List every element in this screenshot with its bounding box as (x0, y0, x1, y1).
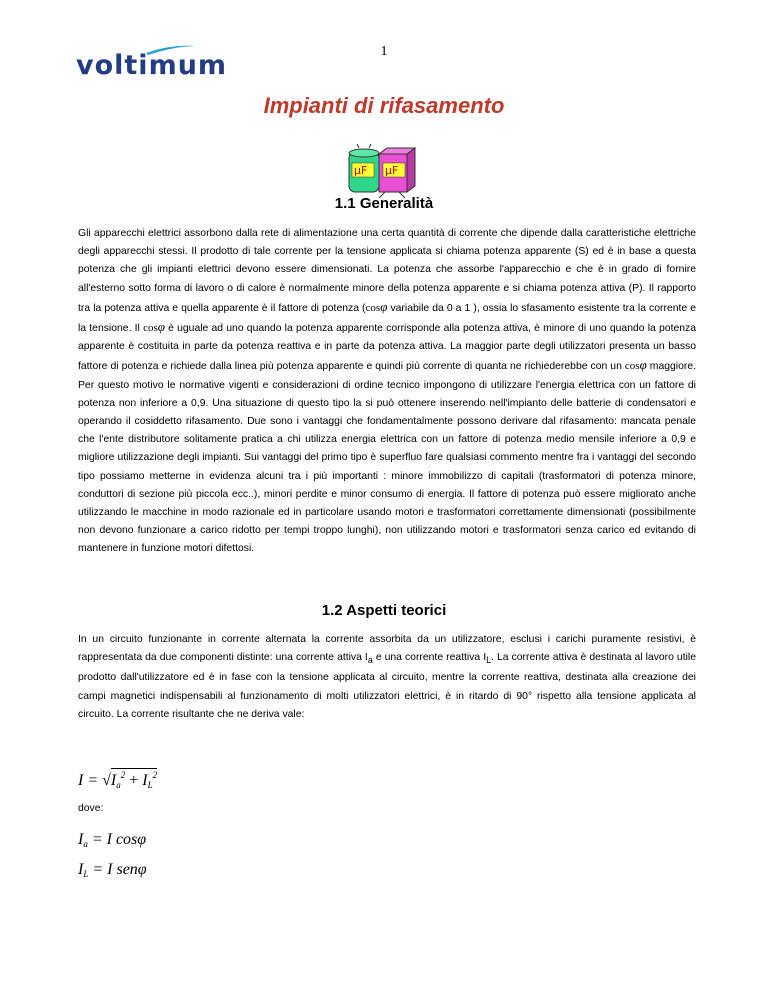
formula-active-current (78, 831, 146, 849)
text-segment: Gli apparecchi elettrici assorbono dalla rete di alimentazione una certa quantità di corrente che dipende dalla caratteristiche elettriche degli apparecchi stessi. Il prodotto di tale corrente per la tensione applicata si chiama potenza apparente (S) ed è in base a questa potenza che gli impianti elettrici devono essere dimensionati. La potenza che assorbe l'apparecchio e che è in grado di fornire all'esterno sotto forma di lavoro o di calore è normalmente minore della potenza apparente e si chiama potenza attiva (P). Il rapporto tra la potenza attiva e quella apparente è il fattore di potenza ( (78, 228, 696, 314)
formula-sub-l: L (83, 869, 89, 879)
phi-symbol: φ (157, 319, 165, 335)
dove-label: dove: (78, 803, 104, 814)
formula-rhs: = I sen (88, 861, 138, 878)
formula-lhs: I (78, 831, 84, 848)
formula-sub-a: a (116, 780, 121, 790)
formula-lhs: I (78, 861, 84, 878)
phi-symbol: φ (380, 298, 388, 314)
text-segment: maggiore. Per questo motivo le normative vigenti e considerazioni di ordine tecnico impongono di utilizzare l'energia elettrica con un fattore di potenza non inferiore a 0,9. Una situazione di questo tipo la si può ottenere inserendo nell'impianto delle batterie di condensatori e operando il cosiddetto rifasamento. Due sono i vantaggi che fondamentalmente possono derivare dal rifasamento: mancata penale che l'ente distributore solitamente pratica a chi utilizza energia elettrica con un fattore di potenza medio mensile inferiore a 0,9 e migliore utilizzazione degli impianti. Sui vantaggi del primo tipo è superfluo fare qualsiasi commento mentre fra i vantaggi del secondo tipo possiamo metterne in evidenza alcuni tra i più importanti : minore immobilizzo di capitali (trasformatori di potenza minore, conduttori di sezione più piccola ecc..), minori perdite e minor consumo di energia. Il fattore di potenza può essere migliorato anche utilizzando le macchine in modo razionale ed in particolare usando motori e trasformatori correttamente dimensionati (possibilmente non devono funzionare a carico ridotto per tempi troppo lunghi), non utilizzando motori e trasformatori senza carico ed evitando di mantenere in funzione motori difettosi. (78, 361, 696, 555)
formula-square: 2 (152, 770, 158, 780)
formula-sub-l: L (147, 780, 153, 790)
subscript-a: a (367, 655, 373, 666)
section-heading-generalita: 1.1 Generalità (334, 195, 434, 212)
page-number: 1 (380, 44, 388, 59)
logo-text: voltimum (76, 50, 228, 81)
text-segment: è uguale ad uno quando la potenza apparente corrisponde alla potenza attiva, è minore di uno quando la potenza apparente è costituita in parte da potenza reattiva e in parte da potenza attiva. La maggior parte degli utilizzatori presenta un basso fattore di potenza e richiede dalla linea più potenza apparente e quindi più corrente di quanta ne richiederebbe con un (78, 323, 696, 373)
formula-plus: + (125, 772, 143, 789)
icon-label-2: µF (385, 164, 399, 177)
cos-symbol: cos (624, 360, 640, 373)
text-segment: variabile da 0 a 1 ), ossia lo sfasamento esistente tra la corrente e la tensione. Il (78, 302, 697, 335)
cos-symbol: cos (143, 322, 158, 335)
subscript-l: L (486, 655, 492, 666)
formula-rhs: = I cos (87, 831, 138, 848)
formula-reactive-current (78, 861, 147, 879)
text-segment: e una corrente reattiva I (372, 652, 487, 664)
formula-lhs: I = (78, 772, 99, 789)
text-segment: In un circuito funzionante in corrente alternata la corrente assorbita da un utilizzatore, esclusi i carichi puramente resistivi, è rappresentata da due componenti distinte: una corrente attiva I (78, 634, 696, 664)
section-heading-aspetti-teorici: 1.2 Aspetti teorici (321, 602, 447, 619)
text-segment: . La corrente attiva è destinata al lavoro utile prodotto dall'utilizzatore ed è in fase con la tensione applicata al circuito, mentre la corrente reattiva, destinata alla creazione dei campi magnetici indispensabili al funzionamento di molti utilizzatori elettrici, è in ritardo di 90° rispetto alla tensione applicata al circuito. La corrente risultante che ne deriva vale: (78, 652, 696, 720)
paragraph-generalita (78, 225, 696, 559)
formula-sub-a: a (83, 839, 88, 849)
document-title: Impianti di rifasamento (263, 93, 505, 118)
formula-ia: I (110, 772, 117, 789)
formula-il: I (142, 772, 148, 789)
formula-current-magnitude: $I = √I_a^2 + I_L^2$ (78, 770, 158, 790)
phi-symbol: φ (137, 861, 147, 878)
phi-symbol: φ (137, 831, 147, 848)
icon-label-1: µF (354, 164, 368, 177)
cos-symbol: cos (365, 301, 381, 314)
voltimum-logo (76, 44, 228, 85)
phi-symbol: φ (639, 357, 647, 373)
paragraph-aspetti-teorici (78, 631, 696, 724)
formula-square: 2 (120, 770, 126, 780)
